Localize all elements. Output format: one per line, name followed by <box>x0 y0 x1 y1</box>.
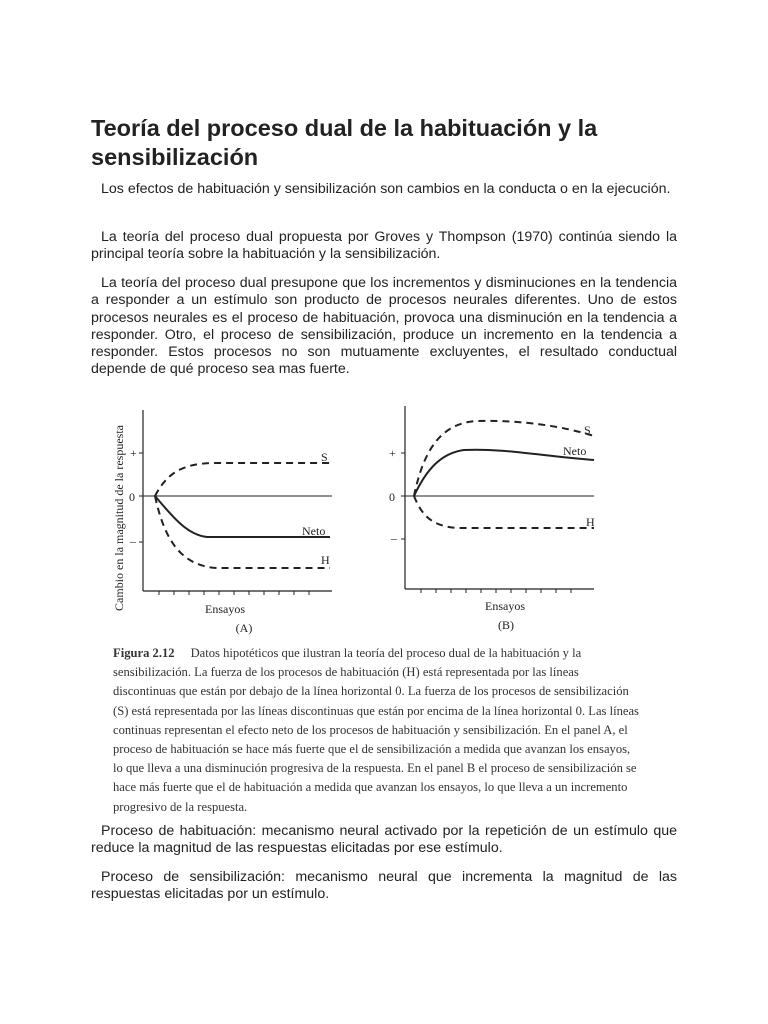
panel-a-x-label: Ensayos <box>205 602 245 616</box>
figure-caption-text: Datos hipotéticos que ilustran la teoría del proceso dual de la habituación y la sensibilización. La fuerza de los procesos de habituación (H) está representada por las líneas discontinuas que están por debajo de la línea horizontal 0. La fuerza de los procesos de sensibilización (S) está representada por las líneas discontinuas que están por encima de la línea horizontal 0. Las líneas continuas representan el efecto neto de los procesos de habituación y sensibilización. En el panel A, el proceso de habituación se hace más fuerte que el de sensibilización a medida que avanzan los ensayos, lo que lleva a una disminución progresiva de la respuesta. En el panel B el proceso de sensibilización se hace más fuerte que el de habituación a medida que avanzan los ensayos, lo que lleva a un incremento progresivo de la respuesta. <box>113 646 639 814</box>
y-axis-label: Cambio en la magnitud de la respuesta <box>112 425 126 611</box>
panel-a-tick-plus: + <box>130 446 137 460</box>
panel-a-tick-minus: – <box>130 534 136 548</box>
panel-a-label-h: H <box>321 553 330 567</box>
panel-a-curve-s <box>155 463 330 496</box>
panel-b <box>389 406 595 632</box>
figure-number: Figura 2.12 <box>113 646 175 660</box>
panel-b-tick-plus: + <box>389 446 396 460</box>
page-title: Teoría del proceso dual de la habituación y la sensibilización <box>91 115 598 170</box>
panel-b-label-h: H <box>586 515 595 529</box>
dual-process-figure <box>112 398 652 638</box>
paragraph-4: Proceso de habituación: mecanismo neural activado por la repetición de un estímulo que reduce la magnitud de las respuestas elicitadas por ese estímulo. <box>91 823 677 857</box>
panel-a <box>129 410 332 635</box>
paragraph-3: La teoría del proceso dual presupone que los incrementos y disminuciones en la tendencia a responder a un estímulo son producto de procesos neurales diferentes. Uno de estos procesos neurales es el proceso de habituación, provoca una disminución en la tendencia a responder. Otro, el proceso de sensibilización, produce un incremento en la tendencia a responder. Estos procesos no son mutuamente excluyentes, el resultado conductual depende de qué proceso sea mas fuerte. <box>91 275 677 378</box>
panel-b-label-s: S <box>584 423 591 437</box>
paragraph-5: Proceso de sensibilización: mecanismo neural que incrementa la magnitud de las respuestas elicitadas por un estímulo. <box>91 869 677 903</box>
panel-b-x-label: Ensayos <box>485 599 525 613</box>
panel-a-label-net: Neto <box>302 524 326 538</box>
panel-a-tick-zero: 0 <box>129 490 135 504</box>
figure-caption <box>113 644 643 817</box>
panel-b-tick-zero: 0 <box>389 490 395 504</box>
panel-b-tick-minus: – <box>391 531 397 545</box>
paragraph-2: La teoría del proceso dual propuesta por Groves y Thompson (1970) continúa siendo la principal teoría sobre la habituación y la sensibilización. <box>91 229 677 263</box>
panel-a-label-s: S <box>321 450 328 464</box>
panel-b-label-net: Neto <box>563 444 587 458</box>
panel-b-label: (B) <box>498 618 514 632</box>
panel-a-label: (A) <box>235 621 253 635</box>
panel-b-curve-h <box>414 496 594 528</box>
paragraph-1: Los efectos de habituación y sensibilización son cambios en la conducta o en la ejecución. <box>101 181 671 197</box>
